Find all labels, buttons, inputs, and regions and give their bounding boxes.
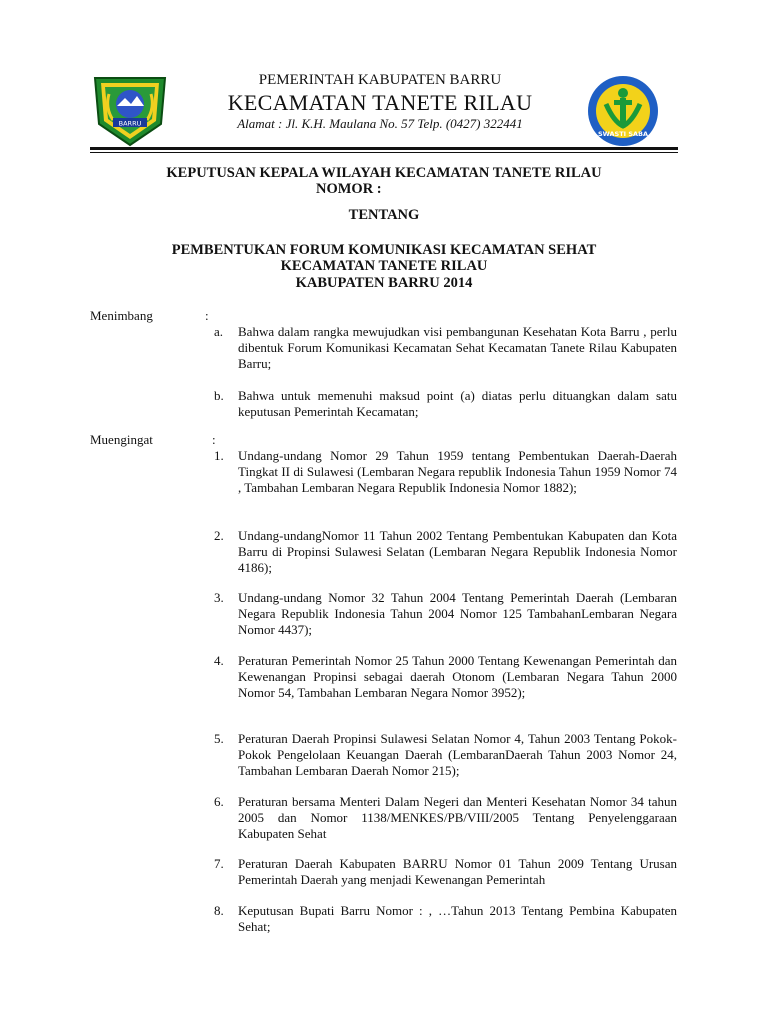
list-marker: b. [214,388,224,403]
list-marker: 7. [214,856,224,871]
list-marker: 2. [214,528,224,543]
list-text: Undang-undang Nomor 32 Tahun 2004 Tentang Pemerintah Daerah (Lembaran Negara Republik Indonesia Tahun 2004 Nomor 125 TambahanLembaran Negara Nomor 4437); [238,590,677,638]
decree-subject-line3: KABUPATEN BARRU 2014 [295,275,473,291]
list-text: Bahwa untuk memenuhi maksud point (a) diatas perlu dituangkan dalam satu keputusan Pemerintah Kecamatan; [238,388,677,420]
government-name: PEMERINTAH KABUPATEN BARRU [258,72,502,88]
list-marker: 6. [214,794,224,809]
list-text: Peraturan bersama Menteri Dalam Negeri dan Menteri Kesehatan Nomor 34 tahun 2005 dan Nomor 1138/MENKES/PB/VIII/2005 Tentang Penyelenggaraan Kabupaten Sehat [238,794,677,842]
list-marker: 4. [214,653,224,668]
list-marker: 5. [214,731,224,746]
barru-emblem-logo [91,74,169,148]
decree-number: NOMOR : [316,181,382,197]
letterhead-rule-thin [90,152,678,153]
list-text: Peraturan Daerah Kabupaten BARRU Nomor 01 Tahun 2009 Tentang Urusan Pemerintah Daerah yang menjadi Kewenangan Pemerintah [238,856,677,888]
mengingat-label: Muengingat [90,432,153,447]
office-address: Alamat : Jl. K.H. Maulana No. 57 Telp. (0427) 322441 [237,116,523,131]
menimbang-label: Menimbang [90,308,153,323]
decree-title: KEPUTUSAN KEPALA WILAYAH KECAMATAN TANETE RILAU [166,165,602,181]
menimbang-colon: : [205,308,209,323]
list-text: Peraturan Daerah Propinsi Sulawesi Selatan Nomor 4, Tahun 2003 Tentang Pokok-Pokok Pengelolaan Keuangan Daerah (LembaranDaerah Tahun 2003 Nomor 24, Tambahan Lembaran Daerah Nomor 215); [238,731,677,779]
swasti-saba-logo [586,74,660,148]
list-marker: 3. [214,590,224,605]
list-marker: 1. [214,448,224,463]
decree-subject-line1: PEMBENTUKAN FORUM KOMUNIKASI KECAMATAN SEHAT [171,242,597,258]
list-marker: a. [214,324,224,339]
list-text: Peraturan Pemerintah Nomor 25 Tahun 2000 Tentang Kewenangan Pemerintah dan Kewenangan Propinsi sebagai daerah Otonom (Lembaran Negara Tahun 2000 Nomor 54, Tambahan Lembaran Negara Nomor 3952); [238,653,677,701]
letterhead-rule-thick [90,147,678,150]
district-name: KECAMATAN TANETE RILAU [227,90,533,115]
list-marker: 8. [214,903,224,918]
right-logo-text: SWASTI SABA [597,130,649,138]
list-text: Bahwa dalam rangka mewujudkan visi pembangunan Kesehatan Kota Barru , perlu dibentuk Forum Komunikasi Kecamatan Sehat Kecamatan Tanete Rilau Kabupaten Barru; [238,324,677,372]
left-logo-text: BARRU [118,119,142,128]
list-text: Undang-undangNomor 11 Tahun 2002 Tentang Pembentukan Kabupaten dan Kota Barru di Propinsi Sulawesi Selatan (Lembaran Negara Republik Indonesia Nomor 4186); [238,528,677,576]
mengingat-colon: : [212,432,216,447]
list-text: Undang-undang Nomor 29 Tahun 1959 tentang Pembentukan Daerah-Daerah Tingkat II di Sulawesi (Lembaran Negara republik Indonesia Tahun 1959 Nomor 74 , Tambahan Lembaran Negara Republik Indonesia Nomor 1882); [238,448,677,496]
decree-about: TENTANG [348,207,420,223]
decree-subject-line2: KECAMATAN TANETE RILAU [280,258,488,274]
list-text: Keputusan Bupati Barru Nomor : , …Tahun 2013 Tentang Pembina Kabupaten Sehat; [238,903,677,935]
